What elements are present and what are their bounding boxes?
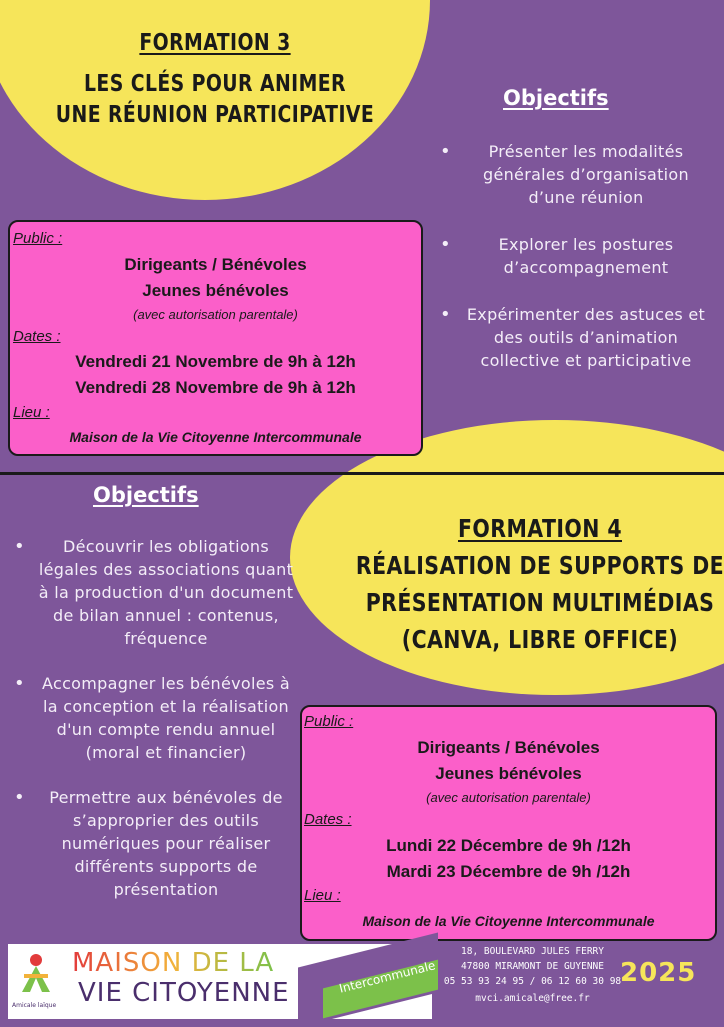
formation3-objectives-heading: Objectifs <box>503 86 609 110</box>
contact-address <box>440 944 625 1006</box>
date-2: Vendredi 28 Novembre de 9h à 12h <box>75 378 356 397</box>
logo-line1: MAISON DE LA <box>72 948 275 978</box>
public-note: (avec autorisation parentale) <box>426 790 591 805</box>
objective-item: • Explorer les postures d’accompagnement <box>440 233 710 279</box>
address-line1: 18, BOULEVARD JULES FERRY <box>461 946 604 957</box>
public-line1: Dirigeants / Bénévoles <box>417 738 600 757</box>
formation4-title-line1: RÉALISATION DE SUPPORTS DE <box>355 551 724 580</box>
formation4-title-line3: (CANVA, LIBRE OFFICE) <box>401 625 679 654</box>
formation3-info-box <box>8 220 423 456</box>
amicale-person-icon <box>16 952 56 1000</box>
formation3-objectives-list <box>440 140 710 396</box>
formation4-number: FORMATION 4 <box>458 514 622 543</box>
email-link[interactable]: mvci.amicale@free.fr <box>475 993 590 1004</box>
formation4-info-box <box>300 705 717 941</box>
place-name: Maison de la Vie Citoyenne Intercommunale <box>362 913 655 929</box>
formation4-title-block <box>286 510 724 658</box>
logo-badge: Intercommunale <box>337 958 437 996</box>
formation3-number: FORMATION 3 <box>139 30 291 56</box>
date-1: Lundi 22 Décembre de 9h /12h <box>386 836 631 855</box>
public-label: Public : <box>13 230 63 247</box>
formation4-objectives-list <box>14 535 296 923</box>
phone-numbers: 05 53 93 24 95 / 06 12 60 30 98 <box>443 976 622 987</box>
objective-item: • Découvrir les obligations légales des associations quant à la production d'un document de bilan annuel : contenus, fréquence <box>14 535 296 650</box>
logo-caption: Amicale laïque <box>12 1002 57 1009</box>
year-label: 2025 <box>620 958 697 988</box>
logo-line2: VIE CITOYENNE <box>78 978 290 1008</box>
public-line2: Jeunes bénévoles <box>435 764 582 783</box>
public-line2: Jeunes bénévoles <box>142 281 289 300</box>
formation3-title-block <box>31 28 400 131</box>
date-2: Mardi 23 Décembre de 9h /12h <box>386 862 631 881</box>
dates-label: Dates : <box>304 811 352 828</box>
objective-item: • Expérimenter des astuces et des outils d’animation collective et participative <box>440 303 710 372</box>
place-name: Maison de la Vie Citoyenne Intercommunale <box>69 429 362 445</box>
date-1: Vendredi 21 Novembre de 9h à 12h <box>75 352 356 371</box>
formation3-title-line1: LES CLÉS POUR ANIMER <box>84 71 346 97</box>
formation4-title-line2: PRÉSENTATION MULTIMÉDIAS <box>365 588 715 617</box>
section-divider <box>0 472 724 475</box>
dates-label: Dates : <box>13 328 61 345</box>
objective-item: • Accompagner les bénévoles à la conception et la réalisation d'un compte rendu annuel (moral et financier) <box>14 672 296 764</box>
formation4-objectives-heading: Objectifs <box>93 483 199 507</box>
public-line1: Dirigeants / Bénévoles <box>124 255 307 274</box>
objective-item: • Permettre aux bénévoles de s’approprier des outils numériques pour réaliser différents supports de présentation <box>14 786 296 901</box>
maison-vie-citoyenne-logo <box>8 944 437 1019</box>
place-label: Lieu : <box>304 887 341 904</box>
objective-item: • Présenter les modalités générales d’organisation d’une réunion <box>440 140 710 209</box>
place-label: Lieu : <box>13 404 50 421</box>
public-label: Public : <box>304 713 354 730</box>
address-line2: 47800 MIRAMONT DE GUYENNE <box>461 961 604 972</box>
public-note: (avec autorisation parentale) <box>133 307 298 322</box>
formation3-title-line2: UNE RÉUNION PARTICIPATIVE <box>55 102 375 128</box>
